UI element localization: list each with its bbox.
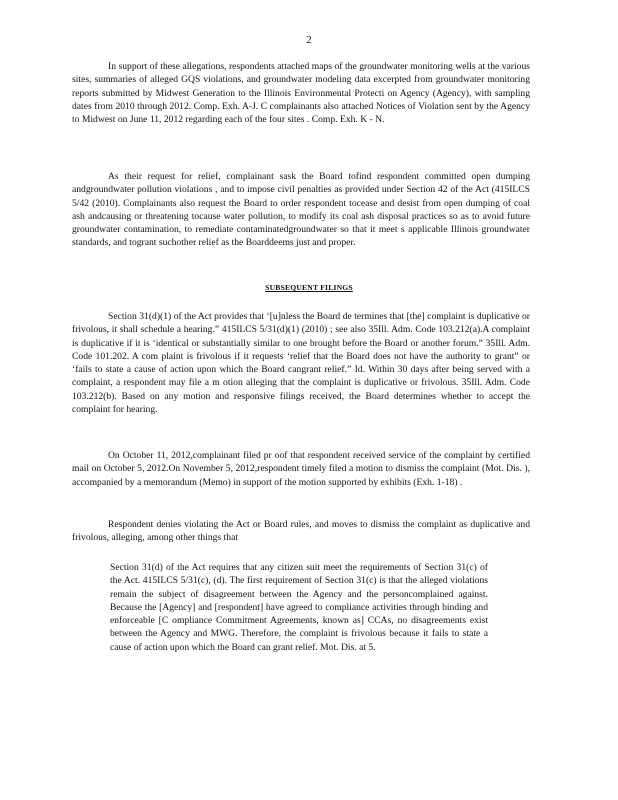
page-number: 2 [306,34,312,46]
paragraph-respondent-denies: Respondent denies violating the Act or Board rules, and moves to dismiss the complaint as duplicative and frivolous, alleging, among other things that [72,519,530,544]
section-heading [0,283,618,292]
section-heading-text: SUBSEQUENT FILINGS [265,283,353,292]
paragraph-request-relief: As their request for relief, complainant sask the Board tofind respondent committed open dumping andgroundwater pollution violations , and to impose civil penalties as provided under Section 42 of the Act (415ILCS 5/42 (2010). Complainants also request the Board to order respondent tocease and desist from open dumping of coal ash andcausing or threatening tocause water pollution, to modify its coal ash disposal practices so as to avoid future groundwater contamination, to remediate contaminatedgroundwater so that it meet s applicable Illinois groundwater standards, and togrant suchother relief as the Boarddeems just and proper. [72,171,530,249]
paragraph-section-31: Section 31(d)(1) of the Act provides that ‘[u]nless the Board de termines that [the] complaint is duplicative or frivolous, it shall schedule a hearing.” 415ILCS 5/31(d)(1) (2010) ; see also 35Ill. Adm. Code 103.212(a).A complaint is duplicative if it is ‘identical or substantially similar to one brought before the Board or another forum.” 35Ill. Adm. Code 101.202. A com plaint is frivolous if it requests ‘relief that the Board does not have the authority to grant” or ‘fails to state a cause of action upon which the Board cangrant relief.” Id. Within 30 days after being served with a complaint, a respondent may file a m otion alleging that the complaint is duplicative or frivolous. 35Ill. Adm. Code 103.212(b). Based on any motion and responsive filings received, the Board determines whether to accept the complaint for hearing. [72,311,530,416]
paragraph-october-filing: On October 11, 2012,complainant filed pr oof that respondent received service of the complaint by certified mail on October 5, 2012.On November 5, 2012,respondent timely filed a motion to dismiss the complaint (Mot. Dis. ), accompanied by a memorandum (Memo) in support of the motion supported by exhibits (Exh. 1-18) . [72,450,530,488]
paragraph-support-allegations: In support of these allegations, respondents attached maps of the groundwater monitoring wells at the various sites, summaries of alleged GQS violations, and groundwater modeling data excerpted from groundwater monitoring reports submitted by Midwest Generation to the Illinois Environmental Protecti on Agency (Agency), with sampling dates from 2010 through 2012. Comp. Exh. A-J. C complainants also attached Notices of Violation sent by the Agency to Midwest on June 11, 2012 regarding each of the four sites . Comp. Exh. K - N. [72,61,530,126]
block-quote: Section 31(d) of the Act requires that any citizen suit meet the requirements of Section 31(c) of the Act. 415ILCS 5/31(c), (d). The first requirement of Section 31(c) is that the alleged violations remain the subject of disagreement between the Agency and the personcomplained against. Because the [Agency] and [respondent] have agreed to compliance activities through binding and enforceable [C ompliance Commitment Agreements, known as] CCAs, no disagreements exist between the Agency and MWG. Therefore, the complaint is frivolous because it fails to state a cause of action upon which the Board can grant relief. Mot. Dis. at 5. [110,562,488,653]
